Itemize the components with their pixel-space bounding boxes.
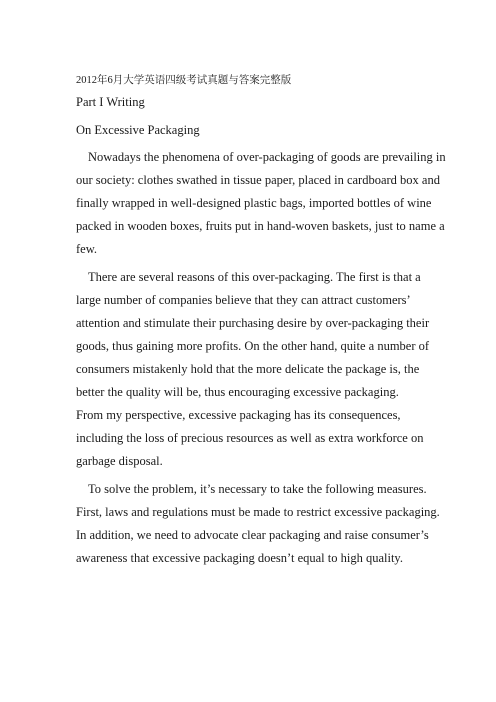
paragraph-line: including the loss of precious resources as well as extra workforce on bbox=[76, 431, 424, 445]
paragraph-line: awareness that excessive packaging doesn’t equal to high quality. bbox=[76, 551, 403, 565]
paragraph-line: In addition, we need to advocate clear packaging and raise consumer’s bbox=[76, 528, 429, 542]
paragraph-line: Nowadays the phenomena of over-packaging of goods are prevailing in bbox=[88, 150, 446, 164]
document-title: 2012年6月大学英语四级考试真题与答案完整版 bbox=[76, 75, 292, 86]
paragraph-line: garbage disposal. bbox=[76, 454, 163, 468]
paragraph-line: better the quality will be, thus encouraging excessive packaging. bbox=[76, 385, 399, 399]
essay-title: On Excessive Packaging bbox=[76, 123, 200, 137]
paragraph-line: few. bbox=[76, 242, 98, 256]
paragraph-line: goods, thus gaining more profits. On the other hand, quite a number of bbox=[76, 339, 430, 353]
paragraph-line: finally wrapped in well-designed plastic bags, imported bottles of wine bbox=[76, 196, 432, 210]
paragraph-line: First, laws and regulations must be made to restrict excessive packaging. bbox=[76, 505, 440, 519]
paragraph-line: packed in wooden boxes, fruits put in hand-woven baskets, just to name a bbox=[76, 219, 445, 233]
part-label: Part I Writing bbox=[76, 95, 145, 109]
paragraph-line: From my perspective, excessive packaging has its consequences, bbox=[76, 408, 401, 422]
paragraph-line: To solve the problem, it’s necessary to take the following measures. bbox=[88, 482, 427, 496]
paragraph-line: consumers mistakenly hold that the more delicate the package is, the bbox=[76, 362, 420, 376]
paragraph-line: large number of companies believe that they can attract customers’ bbox=[76, 293, 411, 307]
paragraph-line: our society: clothes swathed in tissue paper, placed in cardboard box and bbox=[76, 173, 440, 187]
paragraph-line: attention and stimulate their purchasing desire by over-packaging their bbox=[76, 316, 430, 330]
paragraph-line: There are several reasons of this over-packaging. The first is that a bbox=[88, 270, 421, 284]
